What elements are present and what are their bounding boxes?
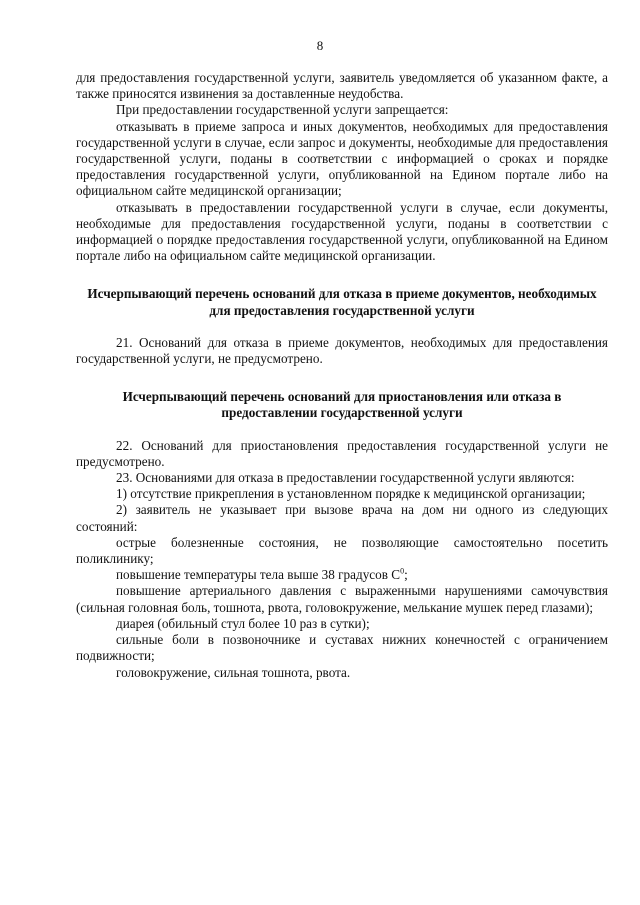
condition-temperature-text: повышение температуры тела выше 38 градусов С <box>116 567 401 583</box>
condition-blood-pressure: повышение артериального давления с выраженными нарушениями самочувствия (сильная головная боль, тошнота, рвота, головокружение, мелькание мушек перед глазами); <box>76 583 608 615</box>
section-heading-suspension-refusal: Исчерпывающий перечень оснований для приостановления или отказа в предоставлении государственной услуги <box>122 389 562 421</box>
condition-temperature-end: ; <box>404 567 408 583</box>
paragraph-prohibition-1: отказывать в приеме запроса и иных документов, необходимых для предоставления государственной услуги в случае, если запрос и документы, необходимые для предоставления государственной услуги, поданы в соответствии с информацией о сроках и порядке предоставления государственной услуги, опубликованной на Едином портале либо на официальном сайте медицинской организации; <box>76 118 608 199</box>
paragraph-prohibitions-intro: При предоставлении государственной услуги запрещается: <box>116 102 449 118</box>
paragraph-22: 22. Оснований для приостановления предоставления государственной услуги не предусмотрено. <box>76 437 608 469</box>
condition-temperature <box>76 567 608 583</box>
list-item-1: 1) отсутствие прикрепления в установленном порядке к медицинской организации; <box>116 486 586 502</box>
condition-diarrhea: диарея (обильный стул более 10 раз в сутки); <box>116 615 370 631</box>
condition-pain: сильные боли в позвоночнике и суставах нижних конечностей с ограничением подвижности; <box>76 632 608 664</box>
degree-superscript: 0 <box>400 566 405 576</box>
paragraph-23: 23. Основаниями для отказа в предоставлении государственной услуги являются: <box>116 470 575 486</box>
condition-dizziness: головокружение, сильная тошнота, рвота. <box>116 664 351 680</box>
paragraph-prohibition-2: отказывать в предоставлении государственной услуги в случае, если документы, необходимые для предоставления государственной услуги, поданы в соответствии с информацией о порядке предоставления государственной услуги, опубликованной на Едином портале либо на официальном сайте медицинской организации. <box>76 199 608 264</box>
page-content <box>76 70 608 681</box>
section-heading-refusal-documents: Исчерпывающий перечень оснований для отказа в приеме документов, необходимых для предоставления государственной услуги <box>87 286 597 318</box>
condition-acute: острые болезненные состояния, не позволяющие самостоятельно посетить поликлинику; <box>76 534 608 567</box>
paragraph-continuation: для предоставления государственной услуги, заявитель уведомляется об указанном факте, а также приносятся извинения за доставленные неудобства. <box>76 70 608 102</box>
paragraph-21: 21. Оснований для отказа в приеме документов, необходимых для предоставления государственной услуги, не предусмотрено. <box>76 334 608 367</box>
list-item-2: 2) заявитель не указывает при вызове врача на дом ни одного из следующих состояний: <box>76 502 608 534</box>
page-number: 8 <box>316 38 324 53</box>
